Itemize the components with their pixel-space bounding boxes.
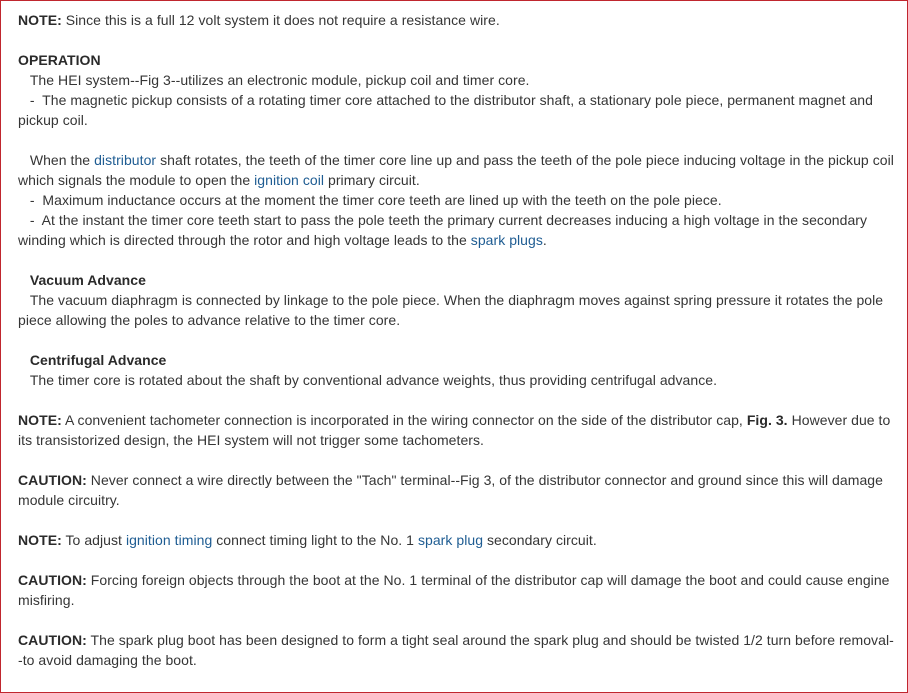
ignition-timing-link[interactable]: ignition timing: [125, 532, 213, 548]
fig-reference: Fig. 3.: [746, 412, 788, 428]
text-run: A convenient tachometer connection is incorporated in the wiring connector on the side of the distributor cap,: [61, 412, 747, 428]
operation-bullet-secondary: [18, 210, 898, 250]
note-label: NOTE:: [18, 412, 62, 428]
text-run: When the: [18, 152, 95, 168]
caution-label: CAUTION:: [18, 632, 87, 648]
paragraph-spacer: [18, 330, 898, 350]
note-label: NOTE:: [18, 12, 62, 28]
operation-bullet-pickup: - The magnetic pickup consists of a rotating timer core attached to the distributor shaft, a stationary pole piece, permanent magnet and pickup coil.: [18, 92, 873, 128]
operation-distributor-paragraph: [18, 150, 898, 190]
operation-heading: [18, 50, 898, 70]
note-ignition-timing: [18, 530, 898, 550]
ignition-coil-link[interactable]: ignition coil: [254, 172, 325, 188]
text-run: To adjust: [61, 532, 126, 548]
note-label: NOTE:: [18, 532, 62, 548]
article-body: [18, 10, 898, 670]
centrifugal-advance-heading: [18, 350, 898, 370]
paragraph-spacer: [18, 610, 898, 630]
caution-text: Forcing foreign objects through the boot at the No. 1 terminal of the distributor cap will damage the boot and could cause engine misfiring.: [18, 572, 890, 608]
caution-label: CAUTION:: [18, 472, 87, 488]
caution-text: Never connect a wire directly between the "Tach" terminal--Fig 3, of the distributor connector and ground since this will damage module circuitry.: [18, 472, 883, 508]
operation-heading-text: OPERATION: [18, 52, 101, 68]
spark-plugs-link[interactable]: spark plugs: [470, 232, 543, 248]
text-run: connect timing light to the No. 1: [212, 532, 418, 548]
note-resistance-wire: [18, 10, 898, 30]
text-run: .: [542, 232, 547, 248]
caution-label: CAUTION:: [18, 572, 87, 588]
caution-foreign-objects: [18, 570, 898, 610]
paragraph-spacer: [18, 510, 898, 530]
text-run: However due to its transistorized design, the HEI system will not trigger some tachometers.: [18, 412, 891, 448]
caution-text: The spark plug boot has been designed to form a tight seal around the spark plug and should be twisted 1/2 turn before removal--to avoid damaging the boot.: [18, 632, 894, 668]
centrifugal-advance-heading-text: Centrifugal Advance: [29, 352, 167, 368]
text-run: secondary circuit.: [483, 532, 597, 548]
paragraph-spacer: [18, 450, 898, 470]
vacuum-advance-heading-text: Vacuum Advance: [29, 272, 146, 288]
text-run: - At the instant the timer core teeth start to pass the pole teeth the primary current decreases inducing a high voltage in the secondary winding which is directed through the rotor and high voltage leads to the: [18, 212, 868, 248]
distributor-link[interactable]: distributor: [94, 152, 157, 168]
caution-spark-plug-boot: [18, 630, 898, 670]
caution-tach-terminal: [18, 470, 898, 510]
centrifugal-advance-text: The timer core is rotated about the shaft by conventional advance weights, thus providing centrifugal advance.: [18, 372, 718, 388]
paragraph-spacer: [18, 390, 898, 410]
paragraph-spacer: [18, 250, 898, 270]
paragraph-spacer: [18, 30, 898, 50]
vacuum-advance-heading: [18, 270, 898, 290]
note-text: Since this is a full 12 volt system it does not require a resistance wire.: [61, 12, 500, 28]
text-run: shaft rotates, the teeth of the timer core line up and pass the teeth of the pole piece inducing voltage in the pickup coil which signals the module to open the: [18, 152, 894, 188]
vacuum-advance-text: The vacuum diaphragm is connected by linkage to the pole piece. When the diaphragm moves against spring pressure it rotates the pole piece allowing the poles to advance relative to the timer core.: [18, 292, 884, 328]
operation-intro: The HEI system--Fig 3--utilizes an electronic module, pickup coil and timer core.: [18, 72, 530, 88]
paragraph-spacer: [18, 130, 898, 150]
spark-plug-link[interactable]: spark plug: [417, 532, 484, 548]
note-tachometer: [18, 410, 898, 450]
paragraph-spacer: [18, 550, 898, 570]
text-run: primary circuit.: [324, 172, 420, 188]
operation-bullet-inductance: - Maximum inductance occurs at the moment the timer core teeth are lined up with the teeth on the pole piece.: [18, 192, 722, 208]
